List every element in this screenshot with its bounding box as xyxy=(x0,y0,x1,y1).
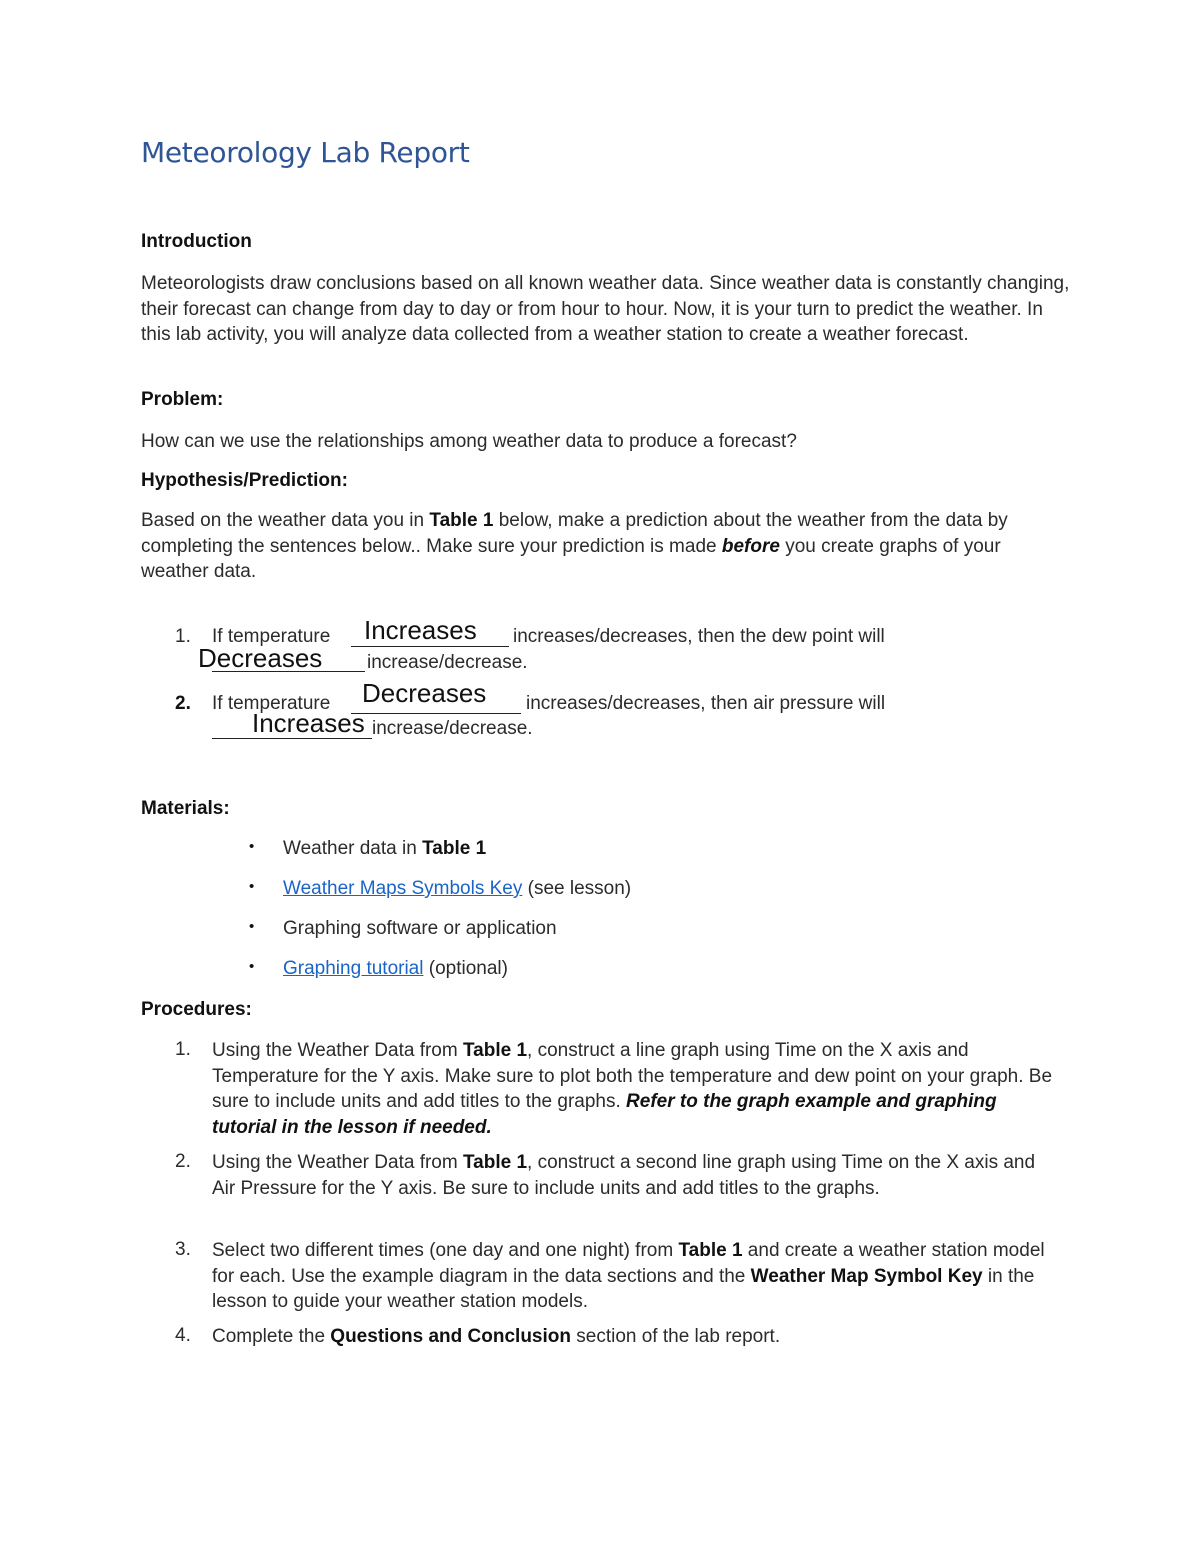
material-item xyxy=(283,958,508,980)
graphing-tutorial-link[interactable]: Graphing tutorial xyxy=(283,958,424,979)
table-ref: Table 1 xyxy=(462,1152,528,1173)
procedure-text: Using the Weather Data from xyxy=(212,1040,463,1061)
bullet-icon: • xyxy=(249,918,255,935)
answer-field[interactable]: Decreases xyxy=(362,678,487,708)
procedure-step xyxy=(212,1038,1062,1140)
material-item xyxy=(283,878,631,900)
answer-blank xyxy=(351,646,509,647)
prediction-mid: increases/decreases, then the dew point will xyxy=(513,626,885,647)
answer-blank xyxy=(351,713,521,714)
hypothesis-text-part: Based on the weather data you in xyxy=(141,510,430,531)
procedure-text: in the lesson to guide your weather station models. xyxy=(212,1265,1035,1312)
prediction-mid: increases/decreases, then air pressure will xyxy=(526,693,886,714)
answer-field[interactable]: Increases xyxy=(252,708,365,738)
symbol-key-ref: Weather Map Symbol Key xyxy=(750,1265,983,1287)
table-ref: Table 1 xyxy=(422,838,487,859)
material-item xyxy=(283,838,486,860)
procedures-heading: Procedures: xyxy=(141,999,252,1020)
answer-field[interactable]: Decreases xyxy=(198,643,323,673)
answer-field[interactable]: Increases xyxy=(364,615,477,645)
bullet-icon: • xyxy=(249,958,255,975)
prediction-lead: If temperature xyxy=(212,693,331,714)
section-ref: Questions and Conclusion xyxy=(330,1326,571,1347)
material-text: (optional) xyxy=(423,958,508,979)
introduction-text: Meteorologists draw conclusions based on all known weather data. Since weather data is constantly changing, their forecast can change from day to day or from hour to hour. Now, it is your turn to predict the weather. In this lab activity, you will analyze data collected from a weather station to create a weather forecast. xyxy=(141,273,1070,345)
material-text: (see lesson) xyxy=(522,878,632,899)
introduction-heading: Introduction xyxy=(141,231,252,252)
procedure-text: Select two different times (one day and one night) from xyxy=(212,1240,679,1261)
prediction-tail: increase/decrease. xyxy=(372,718,533,739)
procedure-text: section of the lab report. xyxy=(570,1326,781,1347)
procedure-text: , construct a line graph using Time on the X axis and Temperature for the Y axis. Make sure to plot both the temperature and dew point on your graph. Be sure to include units and add titles to the graphs. xyxy=(212,1040,1053,1112)
prediction-tail: increase/decrease. xyxy=(367,652,528,673)
page-title: Meteorology Lab Report xyxy=(141,136,470,169)
procedure-step xyxy=(212,1150,1062,1201)
procedure-number: 2. xyxy=(175,1151,191,1172)
procedure-number: 4. xyxy=(175,1325,191,1346)
hypothesis-text-part: you create graphs of your weather data. xyxy=(141,535,1001,582)
procedure-step xyxy=(212,1324,1062,1350)
prediction-number: 2. xyxy=(175,693,191,714)
problem-heading: Problem: xyxy=(141,389,224,410)
procedure-note: Refer to the graph example and graphing tutorial in the lesson if needed. xyxy=(212,1091,997,1138)
table-ref: Table 1 xyxy=(462,1040,528,1061)
material-text: Weather data in xyxy=(283,838,423,859)
procedure-text: , construct a second line graph using Time on the X axis and Air Pressure for the Y axis. Be sure to include units and add titles to the graphs. xyxy=(212,1152,1036,1199)
procedure-number: 1. xyxy=(175,1039,191,1060)
prediction-lead: If temperature xyxy=(212,626,331,647)
procedure-text: Complete the xyxy=(212,1326,331,1347)
material-item: Graphing software or application xyxy=(283,918,557,939)
prediction-number: 1. xyxy=(175,626,191,647)
bullet-icon: • xyxy=(249,838,255,855)
answer-blank xyxy=(212,738,372,739)
procedure-text: Using the Weather Data from xyxy=(212,1152,463,1173)
hypothesis-heading: Hypothesis/Prediction: xyxy=(141,470,348,491)
hypothesis-text-part: below, make a prediction about the weather from the data by completing the sentences below.. Make sure your prediction is made xyxy=(141,510,1008,557)
bullet-icon: • xyxy=(249,878,255,895)
procedure-number: 3. xyxy=(175,1239,191,1260)
before-emphasis: before xyxy=(721,535,780,557)
procedure-text: and create a weather station model for each. Use the example diagram in the data sections and the xyxy=(212,1240,1045,1287)
weather-maps-symbols-key-link[interactable]: Weather Maps Symbols Key xyxy=(283,878,523,899)
problem-text: How can we use the relationships among weather data to produce a forecast? xyxy=(141,431,797,452)
procedure-step xyxy=(212,1238,1062,1315)
hypothesis-text xyxy=(141,508,1071,585)
table-ref: Table 1 xyxy=(429,510,494,531)
table-ref: Table 1 xyxy=(678,1240,743,1261)
materials-heading: Materials: xyxy=(141,798,230,819)
